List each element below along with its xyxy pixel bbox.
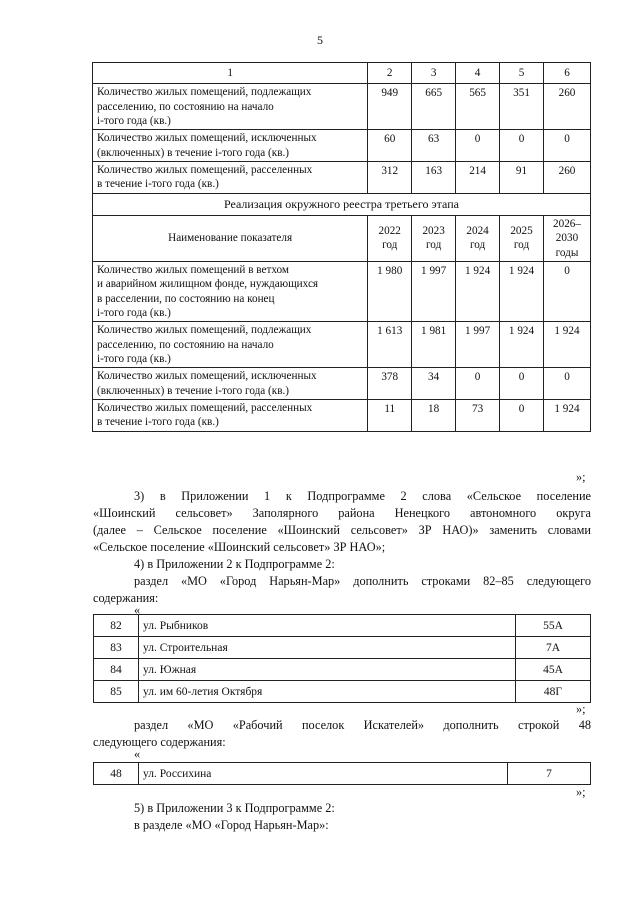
cell-value: 1 924 bbox=[500, 261, 544, 321]
house-number: 45А bbox=[516, 659, 591, 681]
paragraph-5: 5) в Приложении 3 к Подпрограмме 2: bbox=[134, 801, 335, 815]
table-row bbox=[93, 368, 591, 400]
table-row bbox=[93, 399, 591, 431]
cell-value: 1 924 bbox=[500, 322, 544, 368]
cell-value: 1 997 bbox=[456, 322, 500, 368]
header-year: 2022 год bbox=[368, 215, 412, 261]
row-label: Количество жилых помещений, исключенных (включенных) в течение i-того года (кв.) bbox=[93, 368, 368, 400]
cell-value: 0 bbox=[456, 368, 500, 400]
page-number: 5 bbox=[317, 33, 323, 47]
cell-value: 0 bbox=[500, 399, 544, 431]
paragraph-4: 4) в Приложении 2 к Подпрограмме 2: bbox=[134, 557, 335, 571]
paragraph-4b-line-2: следующего содержания: bbox=[93, 735, 226, 749]
cell-value: 0 bbox=[500, 130, 544, 162]
column-number-row bbox=[93, 63, 591, 84]
indicators-table bbox=[92, 62, 591, 432]
paragraph-4b-line-1: раздел «МО «Рабочий поселок Искателей» дополнить строкой 48 bbox=[134, 718, 591, 732]
table-row bbox=[93, 322, 591, 368]
header-year: 2023 год bbox=[412, 215, 456, 261]
close-mark-1: »; bbox=[576, 702, 586, 716]
streets-table-1 bbox=[93, 614, 591, 703]
col-number: 4 bbox=[456, 63, 500, 84]
section-row bbox=[93, 193, 591, 215]
table-row bbox=[93, 161, 591, 193]
paragraph-5a: в разделе «МО «Город Нарьян-Мар»: bbox=[134, 818, 329, 832]
row-number: 48 bbox=[94, 763, 139, 785]
cell-value: 1 924 bbox=[543, 322, 590, 368]
col-number: 5 bbox=[500, 63, 544, 84]
row-number: 85 bbox=[94, 681, 139, 703]
cell-value: 1 924 bbox=[456, 261, 500, 321]
row-label: Количество жилых помещений, расселенных в течение i-того года (кв.) bbox=[93, 399, 368, 431]
cell-value: 214 bbox=[456, 161, 500, 193]
street-name: ул. Строительная bbox=[139, 637, 516, 659]
cell-value: 63 bbox=[412, 130, 456, 162]
cell-value: 0 bbox=[543, 261, 590, 321]
house-number: 7А bbox=[516, 637, 591, 659]
open-quote: « bbox=[134, 603, 141, 617]
paragraph-3-line-2: «Шоинский сельсовет» Заполярного района Ненецкого автономного округа bbox=[93, 506, 591, 520]
section-title: Реализация окружного реестра третьего этапа bbox=[93, 193, 591, 215]
paragraph-3-line-3: (далее – Сельское поселение «Шоинский сельсовет» ЗР НАО)» заменить словами bbox=[93, 523, 591, 537]
cell-value: 1 980 bbox=[368, 261, 412, 321]
cell-value: 0 bbox=[543, 368, 590, 400]
cell-value: 163 bbox=[412, 161, 456, 193]
cell-value: 1 981 bbox=[412, 322, 456, 368]
paragraph-3-line-1: 3) в Приложении 1 к Подпрограмме 2 слова «Сельское поселение bbox=[134, 489, 591, 503]
row-number: 84 bbox=[94, 659, 139, 681]
header-name: Наименование показателя bbox=[93, 215, 368, 261]
row-label: Количество жилых помещений, расселенных в течение i-того года (кв.) bbox=[93, 161, 368, 193]
row-label: Количество жилых помещений, подлежащих расселению, по состоянию на начало i-того года (кв.) bbox=[93, 322, 368, 368]
row-number: 82 bbox=[94, 615, 139, 637]
col-number: 2 bbox=[368, 63, 412, 84]
cell-value: 0 bbox=[500, 368, 544, 400]
cell-value: 34 bbox=[412, 368, 456, 400]
col-number: 1 bbox=[93, 63, 368, 84]
cell-value: 260 bbox=[543, 161, 590, 193]
paragraph-3-line-4: «Сельское поселение «Шоинский сельсовет» ЗР НАО»; bbox=[93, 540, 386, 554]
table-row bbox=[94, 681, 591, 703]
cell-value: 73 bbox=[456, 399, 500, 431]
street-name: ул. Рыбников bbox=[139, 615, 516, 637]
header-year: 2025 год bbox=[500, 215, 544, 261]
table-row bbox=[93, 130, 591, 162]
table-row bbox=[94, 763, 591, 785]
cell-value: 91 bbox=[500, 161, 544, 193]
header-year: 2024 год bbox=[456, 215, 500, 261]
house-number: 7 bbox=[508, 763, 591, 785]
paragraph-4a-line-2: содержания: bbox=[93, 591, 159, 605]
street-name: ул. Южная bbox=[139, 659, 516, 681]
col-number: 6 bbox=[543, 63, 590, 84]
table-row bbox=[94, 615, 591, 637]
cell-value: 949 bbox=[368, 84, 412, 130]
header-row bbox=[93, 215, 591, 261]
cell-value: 11 bbox=[368, 399, 412, 431]
cell-value: 0 bbox=[456, 130, 500, 162]
cell-value: 565 bbox=[456, 84, 500, 130]
col-number: 3 bbox=[412, 63, 456, 84]
cell-value: 312 bbox=[368, 161, 412, 193]
close-mark-2: »; bbox=[576, 785, 586, 799]
table-row bbox=[93, 84, 591, 130]
cell-value: 1 924 bbox=[543, 399, 590, 431]
row-label: Количество жилых помещений в ветхом и аварийном жилищном фонде, нуждающихся в расселении, по состоянию на конец i-того года (кв.) bbox=[93, 261, 368, 321]
cell-value: 1 997 bbox=[412, 261, 456, 321]
street-name: ул. Россихина bbox=[139, 763, 508, 785]
cell-value: 665 bbox=[412, 84, 456, 130]
cell-value: 351 bbox=[500, 84, 544, 130]
paragraph-4a-line-1: раздел «МО «Город Нарьян-Мар» дополнить строками 82–85 следующего bbox=[134, 574, 591, 588]
house-number: 55А bbox=[516, 615, 591, 637]
header-year: 2026– 2030 годы bbox=[543, 215, 590, 261]
cell-value: 0 bbox=[543, 130, 590, 162]
table-row bbox=[94, 659, 591, 681]
table-row bbox=[93, 261, 591, 321]
row-label: Количество жилых помещений, исключенных (включенных) в течение i-того года (кв.) bbox=[93, 130, 368, 162]
cell-value: 18 bbox=[412, 399, 456, 431]
row-number: 83 bbox=[94, 637, 139, 659]
table-row bbox=[94, 637, 591, 659]
cell-value: 378 bbox=[368, 368, 412, 400]
streets-table-2 bbox=[93, 762, 591, 785]
street-name: ул. им 60-летия Октября bbox=[139, 681, 516, 703]
house-number: 48Г bbox=[516, 681, 591, 703]
cell-value: 260 bbox=[543, 84, 590, 130]
cell-value: 1 613 bbox=[368, 322, 412, 368]
cell-value: 60 bbox=[368, 130, 412, 162]
table-close-mark: »; bbox=[576, 470, 586, 484]
open-quote-2: « bbox=[134, 747, 141, 761]
row-label: Количество жилых помещений, подлежащих расселению, по состоянию на начало i-того года (кв.) bbox=[93, 84, 368, 130]
